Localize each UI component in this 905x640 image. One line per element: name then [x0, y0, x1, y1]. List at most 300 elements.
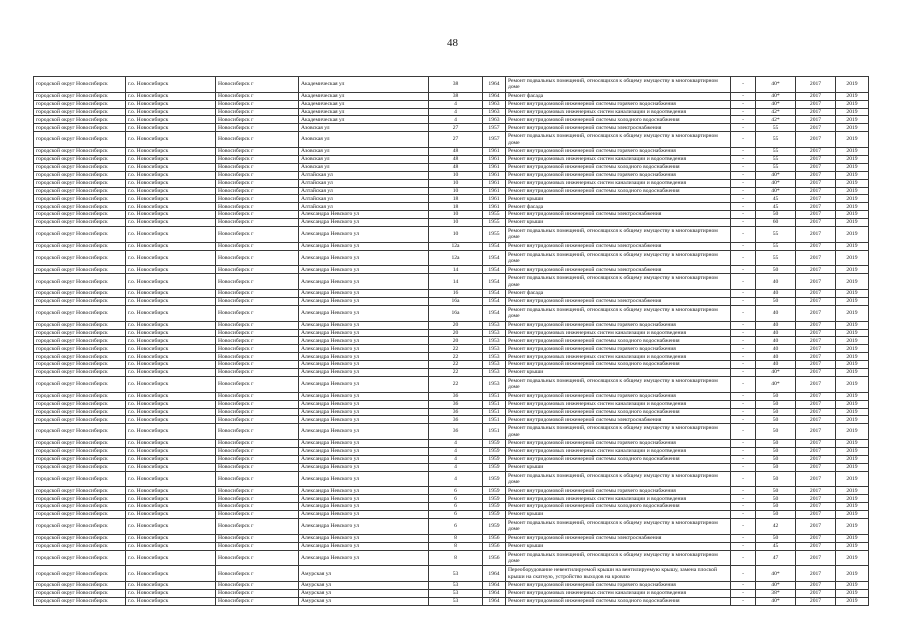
- cell-settlement: г.о. Новосибирск: [126, 163, 216, 171]
- cell-period-end: 2019: [836, 519, 869, 535]
- cell-street: Академическая ул: [299, 77, 429, 93]
- table-row: [34, 440, 869, 448]
- cell-municipality: городской округ Новосибирск: [34, 195, 126, 203]
- cell-value: 40*: [756, 597, 796, 605]
- cell-period-end: 2019: [836, 337, 869, 345]
- cell-period-end: 2019: [836, 582, 869, 590]
- table-row: [34, 447, 869, 455]
- cell-work: Ремонт внутридомовой инженерной системы холодного водоснабжения: [506, 116, 731, 124]
- cell-municipality: городской округ Новосибирск: [34, 116, 126, 124]
- cell-period-end: 2019: [836, 455, 869, 463]
- cell-settlement: г.о. Новосибирск: [126, 376, 216, 392]
- table-row: [34, 400, 869, 408]
- cell-street: Александра Невского ул: [299, 266, 429, 274]
- cell-locality: Новосибирск г: [216, 242, 299, 250]
- cell-period-start: 2017: [796, 424, 836, 440]
- cell-year: 1961: [483, 155, 506, 163]
- cell-house: 48: [429, 148, 483, 156]
- cell-mark: -: [731, 179, 756, 187]
- cell-locality: Новосибирск г: [216, 487, 299, 495]
- cell-municipality: городской округ Новосибирск: [34, 487, 126, 495]
- cell-mark: -: [731, 148, 756, 156]
- cell-period-start: 2017: [796, 298, 836, 306]
- cell-locality: Новосибирск г: [216, 124, 299, 132]
- cell-house: 22: [429, 361, 483, 369]
- cell-locality: Новосибирск г: [216, 353, 299, 361]
- cell-work: Ремонт фасада: [506, 203, 731, 211]
- cell-street: Александра Невского ул: [299, 534, 429, 542]
- cell-period-start: 2017: [796, 463, 836, 471]
- cell-house: 20: [429, 321, 483, 329]
- table-row: [34, 582, 869, 590]
- cell-period-end: 2019: [836, 203, 869, 211]
- cell-work: Ремонт внутридомовой инженерной системы электроснабжения: [506, 242, 731, 250]
- cell-year: 1953: [483, 329, 506, 337]
- cell-work: Ремонт подвальных помещений, относящихся к общему имуществу в многоквартирном доме: [506, 305, 731, 321]
- cell-locality: Новосибирск г: [216, 416, 299, 424]
- cell-settlement: г.о. Новосибирск: [126, 77, 216, 93]
- cell-period-start: 2017: [796, 132, 836, 148]
- cell-work: Ремонт внутридомовых инженерных систем канализации и водоотведения: [506, 329, 731, 337]
- cell-value: 40*: [756, 77, 796, 93]
- cell-mark: -: [731, 219, 756, 227]
- cell-mark: -: [731, 290, 756, 298]
- cell-locality: Новосибирск г: [216, 511, 299, 519]
- cell-house: 38: [429, 77, 483, 93]
- cell-work: Ремонт крыши: [506, 195, 731, 203]
- cell-locality: Новосибирск г: [216, 440, 299, 448]
- cell-value: 45: [756, 542, 796, 550]
- cell-settlement: г.о. Новосибирск: [126, 440, 216, 448]
- cell-work: Ремонт внутридомовой инженерной системы горячего водоснабжения: [506, 487, 731, 495]
- cell-mark: -: [731, 590, 756, 598]
- cell-settlement: г.о. Новосибирск: [126, 195, 216, 203]
- cell-locality: Новосибирск г: [216, 148, 299, 156]
- cell-work: Ремонт крыши: [506, 542, 731, 550]
- table-row: [34, 124, 869, 132]
- cell-street: Александра Невского ул: [299, 242, 429, 250]
- cell-period-end: 2019: [836, 590, 869, 598]
- cell-street: Алтайская ул: [299, 171, 429, 179]
- cell-municipality: городской округ Новосибирск: [34, 266, 126, 274]
- cell-municipality: городской округ Новосибирск: [34, 550, 126, 566]
- cell-municipality: городской округ Новосибирск: [34, 250, 126, 266]
- table-row: [34, 416, 869, 424]
- cell-municipality: городской округ Новосибирск: [34, 440, 126, 448]
- cell-mark: -: [731, 369, 756, 377]
- cell-year: 1961: [483, 203, 506, 211]
- cell-municipality: городской округ Новосибирск: [34, 92, 126, 100]
- cell-street: Александра Невского ул: [299, 219, 429, 227]
- cell-street: Александра Невского ул: [299, 211, 429, 219]
- cell-year: 1959: [483, 487, 506, 495]
- cell-value: 40: [756, 353, 796, 361]
- cell-house: 8: [429, 550, 483, 566]
- cell-period-end: 2019: [836, 440, 869, 448]
- cell-mark: -: [731, 321, 756, 329]
- cell-period-end: 2019: [836, 132, 869, 148]
- cell-house: 4: [429, 100, 483, 108]
- table-row: [34, 108, 869, 116]
- cell-municipality: городской округ Новосибирск: [34, 305, 126, 321]
- cell-period-end: 2019: [836, 463, 869, 471]
- cell-settlement: г.о. Новосибирск: [126, 187, 216, 195]
- cell-period-start: 2017: [796, 392, 836, 400]
- cell-street: Академическая ул: [299, 116, 429, 124]
- cell-year: 1955: [483, 219, 506, 227]
- cell-year: 1953: [483, 369, 506, 377]
- table-row: [34, 471, 869, 487]
- cell-value: 40*: [756, 187, 796, 195]
- table-row: [34, 463, 869, 471]
- cell-value: 40: [756, 321, 796, 329]
- cell-house: 53: [429, 582, 483, 590]
- cell-municipality: городской округ Новосибирск: [34, 171, 126, 179]
- table-row: [34, 321, 869, 329]
- table-row: [34, 408, 869, 416]
- cell-period-start: 2017: [796, 108, 836, 116]
- cell-period-start: 2017: [796, 455, 836, 463]
- cell-work: Ремонт внутридомовых инженерных систем канализации и водоотведения: [506, 447, 731, 455]
- cell-municipality: городской округ Новосибирск: [34, 298, 126, 306]
- table-row: [34, 132, 869, 148]
- cell-mark: -: [731, 250, 756, 266]
- cell-mark: -: [731, 566, 756, 582]
- cell-period-start: 2017: [796, 274, 836, 290]
- cell-locality: Новосибирск г: [216, 321, 299, 329]
- cell-locality: Новосибирск г: [216, 345, 299, 353]
- cell-period-end: 2019: [836, 187, 869, 195]
- cell-period-start: 2017: [796, 400, 836, 408]
- cell-house: 48: [429, 163, 483, 171]
- cell-period-end: 2019: [836, 329, 869, 337]
- cell-period-end: 2019: [836, 219, 869, 227]
- cell-mark: -: [731, 353, 756, 361]
- cell-period-end: 2019: [836, 298, 869, 306]
- cell-work: Ремонт внутридомовой инженерной системы горячего водоснабжения: [506, 392, 731, 400]
- cell-mark: -: [731, 471, 756, 487]
- cell-mark: -: [731, 487, 756, 495]
- cell-municipality: городской округ Новосибирск: [34, 361, 126, 369]
- cell-mark: -: [731, 100, 756, 108]
- cell-locality: Новосибирск г: [216, 455, 299, 463]
- cell-mark: -: [731, 163, 756, 171]
- cell-value: 40: [756, 290, 796, 298]
- cell-work: Ремонт внутридомовой инженерной системы холодного водоснабжения: [506, 337, 731, 345]
- cell-municipality: городской округ Новосибирск: [34, 155, 126, 163]
- cell-locality: Новосибирск г: [216, 542, 299, 550]
- cell-house: 4: [429, 447, 483, 455]
- cell-period-end: 2019: [836, 321, 869, 329]
- cell-value: 42*: [756, 116, 796, 124]
- table-row: [34, 369, 869, 377]
- cell-locality: Новосибирск г: [216, 550, 299, 566]
- cell-period-end: 2019: [836, 242, 869, 250]
- cell-year: 1955: [483, 226, 506, 242]
- cell-value: 40: [756, 345, 796, 353]
- cell-work: Ремонт внутридомовых инженерных систем канализации и водоотведения: [506, 179, 731, 187]
- cell-mark: -: [731, 542, 756, 550]
- cell-house: 22: [429, 376, 483, 392]
- cell-house: 16а: [429, 298, 483, 306]
- cell-period-end: 2019: [836, 400, 869, 408]
- table-row: [34, 353, 869, 361]
- table-row: [34, 203, 869, 211]
- cell-period-end: 2019: [836, 211, 869, 219]
- cell-house: 8: [429, 534, 483, 542]
- cell-period-start: 2017: [796, 155, 836, 163]
- cell-street: Александра Невского ул: [299, 361, 429, 369]
- cell-year: 1953: [483, 345, 506, 353]
- cell-municipality: городской округ Новосибирск: [34, 471, 126, 487]
- cell-year: 1961: [483, 171, 506, 179]
- cell-locality: Новосибирск г: [216, 195, 299, 203]
- cell-house: 53: [429, 597, 483, 605]
- cell-street: Амурская ул: [299, 597, 429, 605]
- table-row: [34, 590, 869, 598]
- cell-street: Азовская ул: [299, 148, 429, 156]
- cell-year: 1964: [483, 590, 506, 598]
- cell-street: Академическая ул: [299, 100, 429, 108]
- table-row: [34, 171, 869, 179]
- table-row: [34, 250, 869, 266]
- cell-settlement: г.о. Новосибирск: [126, 92, 216, 100]
- cell-period-end: 2019: [836, 353, 869, 361]
- cell-work: Ремонт внутридомовых инженерных систем канализации и водоотведения: [506, 590, 731, 598]
- cell-street: Александра Невского ул: [299, 337, 429, 345]
- cell-value: 40: [756, 329, 796, 337]
- cell-mark: -: [731, 124, 756, 132]
- table-row: [34, 290, 869, 298]
- cell-work: Ремонт внутридомовой инженерной системы холодного водоснабжения: [506, 361, 731, 369]
- cell-value: 55: [756, 163, 796, 171]
- cell-value: 50: [756, 495, 796, 503]
- cell-year: 1961: [483, 179, 506, 187]
- cell-locality: Новосибирск г: [216, 92, 299, 100]
- cell-period-end: 2019: [836, 550, 869, 566]
- cell-period-end: 2019: [836, 92, 869, 100]
- cell-house: 8: [429, 542, 483, 550]
- cell-municipality: городской округ Новосибирск: [34, 345, 126, 353]
- cell-settlement: г.о. Новосибирск: [126, 155, 216, 163]
- cell-year: 1964: [483, 597, 506, 605]
- cell-street: Александра Невского ул: [299, 455, 429, 463]
- cell-house: 10: [429, 211, 483, 219]
- cell-work: Ремонт внутридомовой инженерной системы электроснабжения: [506, 534, 731, 542]
- cell-mark: -: [731, 242, 756, 250]
- cell-value: 50: [756, 416, 796, 424]
- cell-mark: -: [731, 519, 756, 535]
- cell-period-start: 2017: [796, 447, 836, 455]
- table-row: [34, 266, 869, 274]
- cell-house: 36: [429, 400, 483, 408]
- cell-house: 4: [429, 108, 483, 116]
- cell-house: 22: [429, 353, 483, 361]
- cell-value: 42*: [756, 108, 796, 116]
- cell-locality: Новосибирск г: [216, 305, 299, 321]
- cell-mark: -: [731, 226, 756, 242]
- table-row: [34, 195, 869, 203]
- cell-period-start: 2017: [796, 305, 836, 321]
- cell-street: Алтайская ул: [299, 195, 429, 203]
- cell-street: Александра Невского ул: [299, 550, 429, 566]
- cell-year: 1956: [483, 542, 506, 550]
- cell-settlement: г.о. Новосибирск: [126, 471, 216, 487]
- table-row: [34, 337, 869, 345]
- cell-municipality: городской округ Новосибирск: [34, 511, 126, 519]
- cell-house: 20: [429, 329, 483, 337]
- cell-municipality: городской округ Новосибирск: [34, 376, 126, 392]
- table-row: [34, 503, 869, 511]
- cell-house: 20: [429, 337, 483, 345]
- cell-work: Ремонт подвальных помещений, относящихся к общему имуществу в многоквартирном доме: [506, 250, 731, 266]
- cell-period-end: 2019: [836, 100, 869, 108]
- cell-work: Ремонт внутридомовой инженерной системы холодного водоснабжения: [506, 163, 731, 171]
- cell-mark: -: [731, 495, 756, 503]
- cell-period-start: 2017: [796, 266, 836, 274]
- cell-settlement: г.о. Новосибирск: [126, 416, 216, 424]
- cell-house: 6: [429, 487, 483, 495]
- cell-settlement: г.о. Новосибирск: [126, 219, 216, 227]
- cell-period-end: 2019: [836, 274, 869, 290]
- cell-work: Ремонт внутридомовой инженерной системы горячего водоснабжения: [506, 321, 731, 329]
- cell-period-start: 2017: [796, 100, 836, 108]
- cell-value: 45: [756, 203, 796, 211]
- cell-house: 12а: [429, 250, 483, 266]
- cell-mark: -: [731, 550, 756, 566]
- cell-municipality: городской округ Новосибирск: [34, 566, 126, 582]
- cell-locality: Новосибирск г: [216, 219, 299, 227]
- cell-period-end: 2019: [836, 424, 869, 440]
- cell-period-end: 2019: [836, 124, 869, 132]
- cell-municipality: городской округ Новосибирск: [34, 77, 126, 93]
- cell-settlement: г.о. Новосибирск: [126, 369, 216, 377]
- cell-settlement: г.о. Новосибирск: [126, 542, 216, 550]
- table-row: [34, 92, 869, 100]
- cell-work: Ремонт крыши: [506, 511, 731, 519]
- cell-house: 12а: [429, 242, 483, 250]
- cell-settlement: г.о. Новосибирск: [126, 211, 216, 219]
- cell-work: Ремонт фасада: [506, 92, 731, 100]
- cell-settlement: г.о. Новосибирск: [126, 148, 216, 156]
- cell-period-start: 2017: [796, 369, 836, 377]
- page-number: 48: [447, 37, 458, 49]
- cell-year: 1953: [483, 321, 506, 329]
- cell-settlement: г.о. Новосибирск: [126, 171, 216, 179]
- cell-year: 1959: [483, 511, 506, 519]
- cell-work: Ремонт внутридомовых инженерных систем канализации и водоотведения: [506, 108, 731, 116]
- cell-period-start: 2017: [796, 290, 836, 298]
- cell-mark: -: [731, 503, 756, 511]
- cell-work: Ремонт подвальных помещений, относящихся к общему имуществу в многоквартирном доме: [506, 77, 731, 93]
- cell-value: 50: [756, 298, 796, 306]
- cell-year: 1959: [483, 447, 506, 455]
- cell-street: Алтайская ул: [299, 179, 429, 187]
- cell-mark: -: [731, 463, 756, 471]
- cell-year: 1953: [483, 353, 506, 361]
- table-row: [34, 219, 869, 227]
- cell-locality: Новосибирск г: [216, 250, 299, 266]
- table-row: [34, 100, 869, 108]
- cell-street: Академическая ул: [299, 92, 429, 100]
- cell-house: 6: [429, 495, 483, 503]
- cell-value: 40*: [756, 92, 796, 100]
- cell-settlement: г.о. Новосибирск: [126, 116, 216, 124]
- cell-mark: -: [731, 195, 756, 203]
- cell-work: Ремонт подвальных помещений, относящихся к общему имуществу в многоквартирном доме: [506, 274, 731, 290]
- cell-mark: -: [731, 108, 756, 116]
- cell-period-start: 2017: [796, 408, 836, 416]
- table-row: [34, 274, 869, 290]
- table-row: [34, 329, 869, 337]
- cell-municipality: городской округ Новосибирск: [34, 597, 126, 605]
- cell-settlement: г.о. Новосибирск: [126, 100, 216, 108]
- cell-period-end: 2019: [836, 77, 869, 93]
- cell-year: 1963: [483, 116, 506, 124]
- cell-locality: Новосибирск г: [216, 447, 299, 455]
- cell-locality: Новосибирск г: [216, 361, 299, 369]
- cell-period-start: 2017: [796, 534, 836, 542]
- cell-street: Александра Невского ул: [299, 519, 429, 535]
- cell-locality: Новосибирск г: [216, 519, 299, 535]
- cell-period-end: 2019: [836, 471, 869, 487]
- cell-value: 50: [756, 534, 796, 542]
- cell-value: 55: [756, 155, 796, 163]
- cell-street: Александра Невского ул: [299, 447, 429, 455]
- cell-value: 55: [756, 226, 796, 242]
- cell-settlement: г.о. Новосибирск: [126, 242, 216, 250]
- cell-municipality: городской округ Новосибирск: [34, 582, 126, 590]
- cell-settlement: г.о. Новосибирск: [126, 179, 216, 187]
- table-row: [34, 361, 869, 369]
- cell-street: Александра Невского ул: [299, 511, 429, 519]
- cell-year: 1959: [483, 471, 506, 487]
- table-row: [34, 566, 869, 582]
- cell-locality: Новосибирск г: [216, 424, 299, 440]
- cell-settlement: г.о. Новосибирск: [126, 566, 216, 582]
- cell-mark: -: [731, 171, 756, 179]
- cell-municipality: городской округ Новосибирск: [34, 542, 126, 550]
- cell-work: Ремонт крыши: [506, 463, 731, 471]
- cell-work: Ремонт внутридомовой инженерной системы электроснабжения: [506, 416, 731, 424]
- cell-year: 1956: [483, 534, 506, 542]
- cell-house: 16а: [429, 305, 483, 321]
- cell-mark: -: [731, 447, 756, 455]
- cell-street: Александра Невского ул: [299, 392, 429, 400]
- cell-year: 1957: [483, 132, 506, 148]
- cell-house: 53: [429, 566, 483, 582]
- cell-house: 16: [429, 290, 483, 298]
- cell-municipality: городской округ Новосибирск: [34, 211, 126, 219]
- cell-locality: Новосибирск г: [216, 408, 299, 416]
- cell-value: 55: [756, 242, 796, 250]
- cell-period-end: 2019: [836, 361, 869, 369]
- cell-year: 1953: [483, 361, 506, 369]
- cell-value: 40: [756, 305, 796, 321]
- cell-mark: -: [731, 455, 756, 463]
- cell-period-start: 2017: [796, 361, 836, 369]
- cell-locality: Новосибирск г: [216, 290, 299, 298]
- cell-locality: Новосибирск г: [216, 597, 299, 605]
- cell-work: Ремонт внутридомовой инженерной системы холодного водоснабжения: [506, 503, 731, 511]
- cell-locality: Новосибирск г: [216, 100, 299, 108]
- cell-municipality: городской округ Новосибирск: [34, 329, 126, 337]
- cell-street: Александра Невского ул: [299, 274, 429, 290]
- table-body: [34, 77, 869, 606]
- cell-value: 60: [756, 219, 796, 227]
- cell-locality: Новосибирск г: [216, 116, 299, 124]
- cell-locality: Новосибирск г: [216, 400, 299, 408]
